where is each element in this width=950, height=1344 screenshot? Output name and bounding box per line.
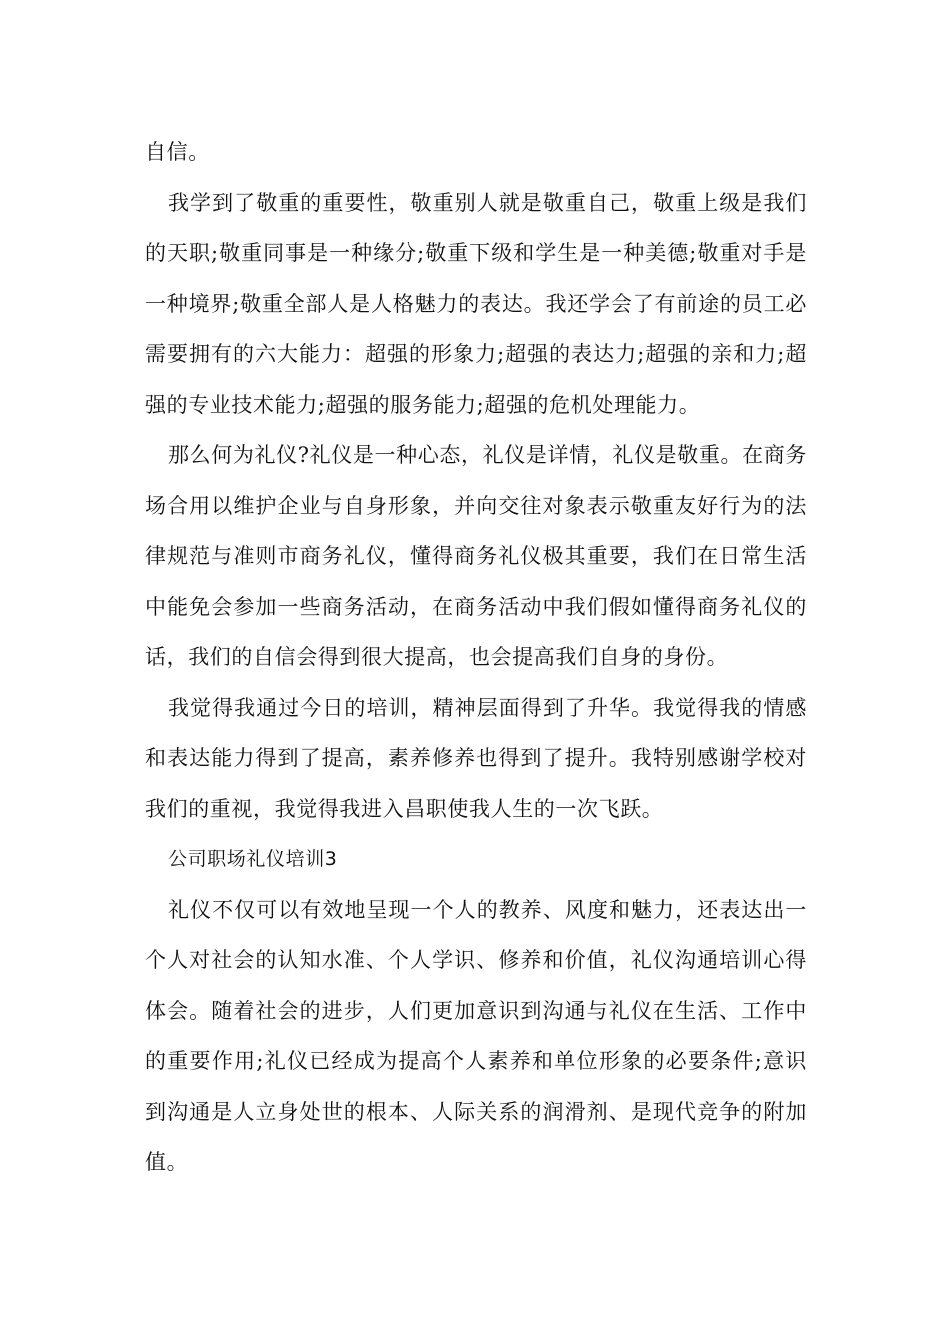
paragraph-communication: 礼仪不仅可以有效地呈现一个人的教养、风度和魅力，还表达出一个人对社会的认知水准、个人学识、修养和价值，礼仪沟通培训心得体会。随着社会的进步，人们更加意识到沟通与礼仪在生活、工作中的重要作用;礼仪已经成为提高个人素养和单位形象的必要条件;意识到沟通是人立身处世的根本、人际关系的润滑剂、是现代竞争的附加值。 bbox=[145, 897, 807, 1174]
paragraph-continuation: 自信。 bbox=[145, 140, 210, 164]
section-heading: 公司职场礼仪培训3 bbox=[168, 848, 338, 870]
paragraph-training-reflection: 我觉得我通过今日的培训，精神层面得到了升华。我觉得我的情感和表达能力得到了提高，素养修养也得到了提升。我特别感谢学校对我们的重视，我觉得我进入昌职使我人生的一次飞跃。 bbox=[145, 695, 807, 821]
document-body bbox=[145, 127, 807, 1188]
paragraph-respect: 我学到了敬重的重要性，敬重别人就是敬重自己，敬重上级是我们的天职;敬重同事是一种缘分;敬重下级和学生是一种美德;敬重对手是一种境界;敬重全部人是人格魅力的表达。我还学会了有前途的员工必需要拥有的六大能力：超强的形象力;超强的表达力;超强的亲和力;超强的专业技术能力;超强的服务能力;超强的危机处理能力。 bbox=[145, 190, 807, 417]
paragraph-etiquette-definition: 那么何为礼仪?礼仪是一种心态，礼仪是详情，礼仪是敬重。在商务场合用以维护企业与自身形象，并向交往对象表示敬重友好行为的法律规范与准则市商务礼仪，懂得商务礼仪极其重要，我们在日常生活中能免会参加一些商务活动，在商务活动中我们假如懂得商务礼仪的话，我们的自信会得到很大提高，也会提高我们自身的身份。 bbox=[145, 443, 807, 669]
